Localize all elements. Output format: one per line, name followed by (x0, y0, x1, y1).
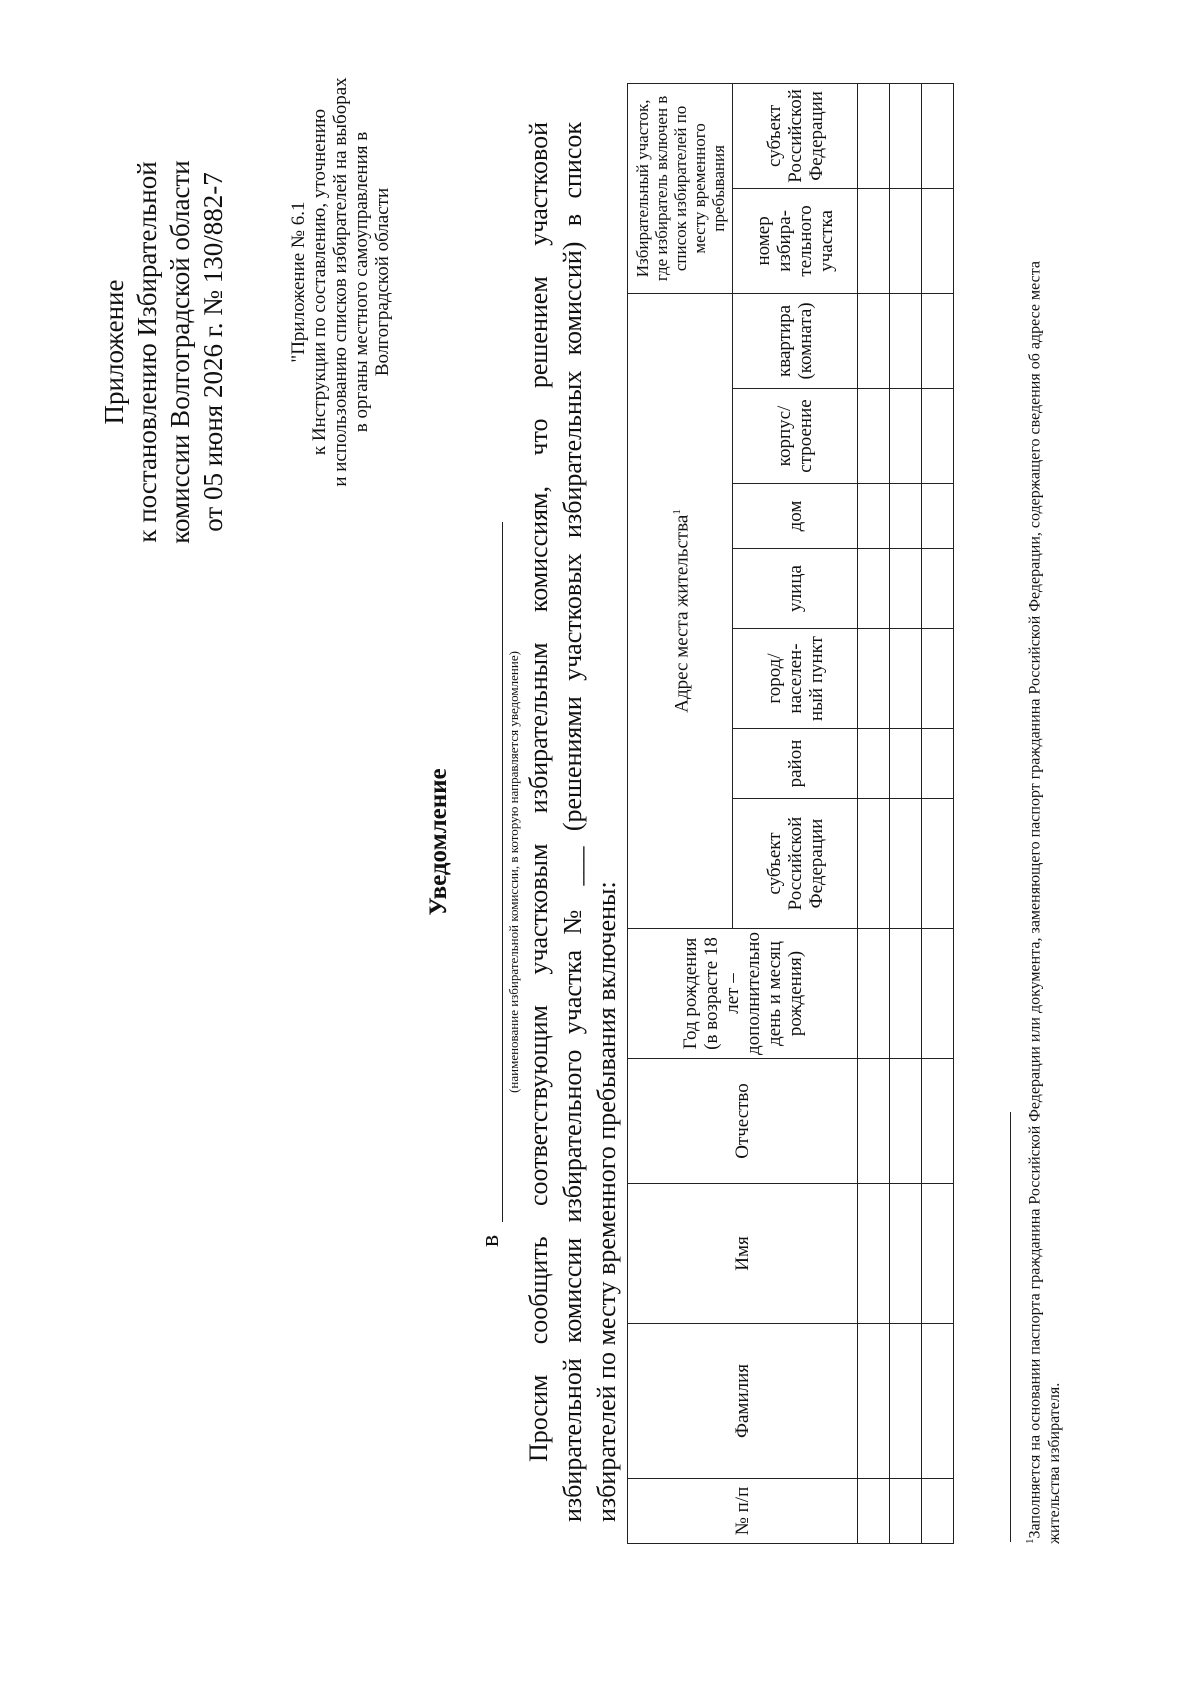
header-station-subject: субъект Российской Федерации (733, 83, 858, 188)
header-address-apartment: квартира (комната) (733, 293, 858, 388)
table-cell (858, 1479, 890, 1544)
header-address-city: город/ населен-ный пункт (733, 629, 858, 729)
table-cell (890, 1479, 922, 1544)
table-cell (890, 549, 922, 629)
table-row (922, 83, 954, 1543)
table-cell (858, 484, 890, 549)
table-cell (890, 1059, 922, 1184)
table-cell (858, 83, 890, 188)
footnote (1020, 234, 1065, 1544)
document-title: Уведомление (425, 768, 452, 916)
header-line: от 05 июня 2026 г. № 130/882-7 (198, 172, 228, 532)
table-cell (858, 1059, 890, 1184)
header-station-group: Избирательный участок, где избиратель включен в список избирателей по месту временного пребывания (628, 83, 733, 293)
table-cell (922, 799, 954, 929)
table-cell (890, 1184, 922, 1324)
table-cell (858, 389, 890, 484)
table-cell (890, 929, 922, 1059)
header-address-street: улица (733, 549, 858, 629)
addressee-prefix: в (475, 1234, 504, 1247)
table-cell (890, 799, 922, 929)
resolution-header (98, 102, 230, 602)
table-cell (922, 484, 954, 549)
table-cell (922, 83, 954, 188)
table-cell (922, 549, 954, 629)
table-cell (890, 83, 922, 188)
voters-table (627, 83, 954, 1544)
header-address-district: район (733, 729, 858, 799)
header-line: комиссии Волгоградской области (165, 160, 195, 544)
table-cell (922, 729, 954, 799)
footnote-divider (1010, 1112, 1011, 1542)
table-cell (858, 929, 890, 1059)
addressee-caption: (наименование избирательной комиссии, в которую направляется уведомление) (506, 651, 521, 1093)
table-cell (858, 729, 890, 799)
body-line-3: избирателей по месту временного пребывания включены: (592, 881, 621, 1522)
table-row (858, 83, 890, 1543)
table-cell (922, 629, 954, 729)
header-patronymic: Отчество (628, 1059, 858, 1184)
table-cell (858, 188, 890, 293)
table-cell (858, 549, 890, 629)
address-group-label: Адрес места жительства (671, 514, 693, 713)
appendix-line: "Приложение № 6.1 (288, 201, 309, 363)
table-cell (858, 1324, 890, 1479)
header-surname: Фамилия (628, 1324, 858, 1479)
appendix-line: и использованию списков избирателей на выборах (330, 77, 351, 487)
appendix-line: в органы местного самоуправления в (351, 131, 372, 433)
table-cell (922, 293, 954, 388)
footnote-mark: 1 (1024, 1538, 1036, 1544)
table-cell (922, 1059, 954, 1184)
table-cell (890, 389, 922, 484)
table-cell (922, 389, 954, 484)
header-birth: Год рождения (в возрасте 18 лет – дополнительно день и месяц рождения) (628, 929, 858, 1059)
appendix-reference (288, 62, 393, 502)
table-cell (922, 1184, 954, 1324)
header-name: Имя (628, 1184, 858, 1324)
header-address-subject: субъект Российской Федерации (733, 799, 858, 929)
table-cell (890, 729, 922, 799)
table-row (890, 83, 922, 1543)
header-address-building: корпус/ строение (733, 389, 858, 484)
table-cell (858, 629, 890, 729)
appendix-line: Волгоградской области (372, 187, 393, 377)
addressee-underline (502, 522, 503, 1222)
header-address-house: дом (733, 484, 858, 549)
body-line-2: избирательной комиссии избирательного участка № ___ (решениями участковых избирательных комиссий) в список (558, 122, 587, 1522)
header-address-group (628, 293, 733, 928)
table-cell (858, 293, 890, 388)
table-cell (922, 1479, 954, 1544)
table-cell (922, 929, 954, 1059)
table-cell (890, 484, 922, 549)
header-line: Приложение (99, 279, 129, 425)
table-cell (858, 799, 890, 929)
table-cell (922, 188, 954, 293)
table-cell (890, 629, 922, 729)
footnote-ref: 1 (671, 509, 684, 515)
header-line: к постановлению Избирательной (132, 161, 162, 543)
footnote-text: Заполняется на основании паспорта гражданина Российской Федерации или документа, заменяющего паспорт гражданина Российской Федерации, содержащего сведения об адресе места жительства избирателя. (1026, 261, 1064, 1544)
table-cell (922, 1324, 954, 1479)
table-cell (890, 293, 922, 388)
table-cell (890, 1324, 922, 1479)
table-cell (890, 188, 922, 293)
header-num: № п/п (628, 1479, 858, 1544)
appendix-line: к Инструкции по составлению, уточнению (309, 108, 330, 456)
header-station-number: номер избира-тельного участка (733, 188, 858, 293)
table-cell (858, 1184, 890, 1324)
body-line-1: Просим сообщить соответствующим участковым избирательным комиссиям, что решением участковой (524, 122, 553, 1462)
